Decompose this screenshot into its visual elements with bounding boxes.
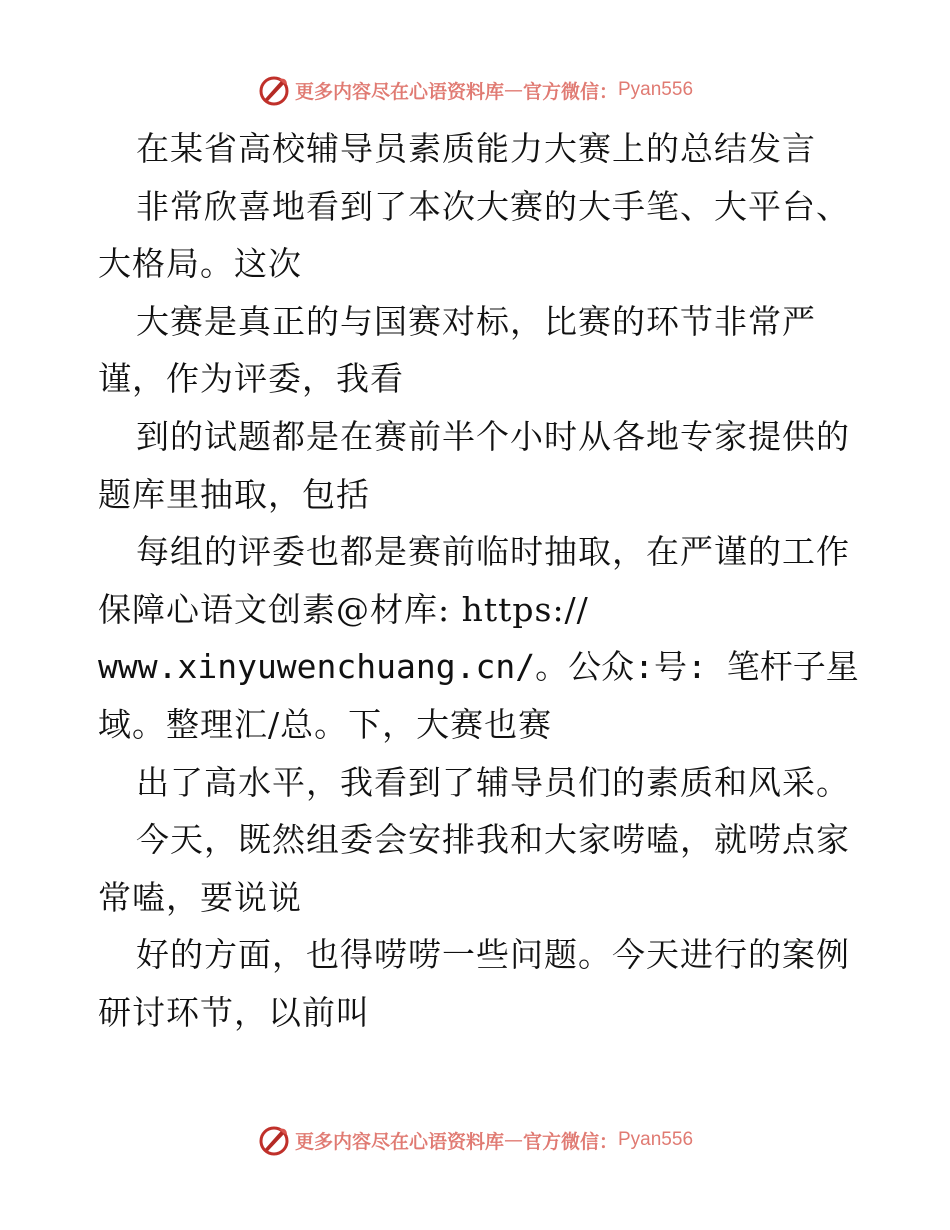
quill-logo-icon [257,1123,291,1157]
watermark-separator: — [503,1129,523,1151]
footer-watermark [0,1120,950,1160]
watermark-label: 官方微信： [522,1130,618,1153]
paragraph-line: 好的方面，也得唠唠一些问题。今天进行的案例 [136,935,850,975]
watermark-site-text: 更多内容尽在心语资料库 [294,1130,504,1153]
paragraph-line: 非常欣喜地看到了本次大赛的大手笔、大平台、 [136,186,850,226]
paragraph-line: 到的试题都是在赛前半个小时从各地专家提供的 [136,416,850,456]
document-body [98,120,858,1042]
paragraph-line: 出了高水平，我看到了辅导员们的素质和风采。 [136,762,850,802]
watermark-label: 官方微信： [522,80,618,103]
paragraph-line: 常嗑，要说说 [98,877,302,917]
watermark-wechat-id: Pyan556 [618,1129,694,1150]
watermark-site-text: 更多内容尽在心语资料库 [294,80,504,103]
paragraph-line: 谨，作为评委，我看 [98,359,404,399]
paragraph-line: 今天，既然组委会安排我和大家唠嗑，就唠点家 [136,820,850,860]
document-title: 在某省高校辅导员素质能力大赛上的总结发言 [136,129,816,168]
paragraph-line: 题库里抽取，包括 [98,474,370,514]
watermark-separator: — [503,79,523,101]
paragraph-line: 大赛是真正的与国赛对标，比赛的环节非常严 [136,301,816,341]
watermark-wechat-id: Pyan556 [618,79,694,100]
paragraph-line: www.xinyuwenchuang.cn/。公众:号: 笔杆子星 [98,647,859,687]
paragraph-line: 域。整理汇/总。下，大赛也赛 [98,704,553,744]
paragraph-line: 每组的评委也都是赛前临时抽取，在严谨的工作 [136,532,850,572]
paragraph-line: 保障心语文创素@材库: https:// [98,589,589,629]
paragraph-line: 研讨环节，以前叫 [98,992,370,1032]
paragraph-line: 大格局。这次 [98,244,302,284]
header-watermark [0,70,950,110]
quill-logo-icon [257,73,291,107]
